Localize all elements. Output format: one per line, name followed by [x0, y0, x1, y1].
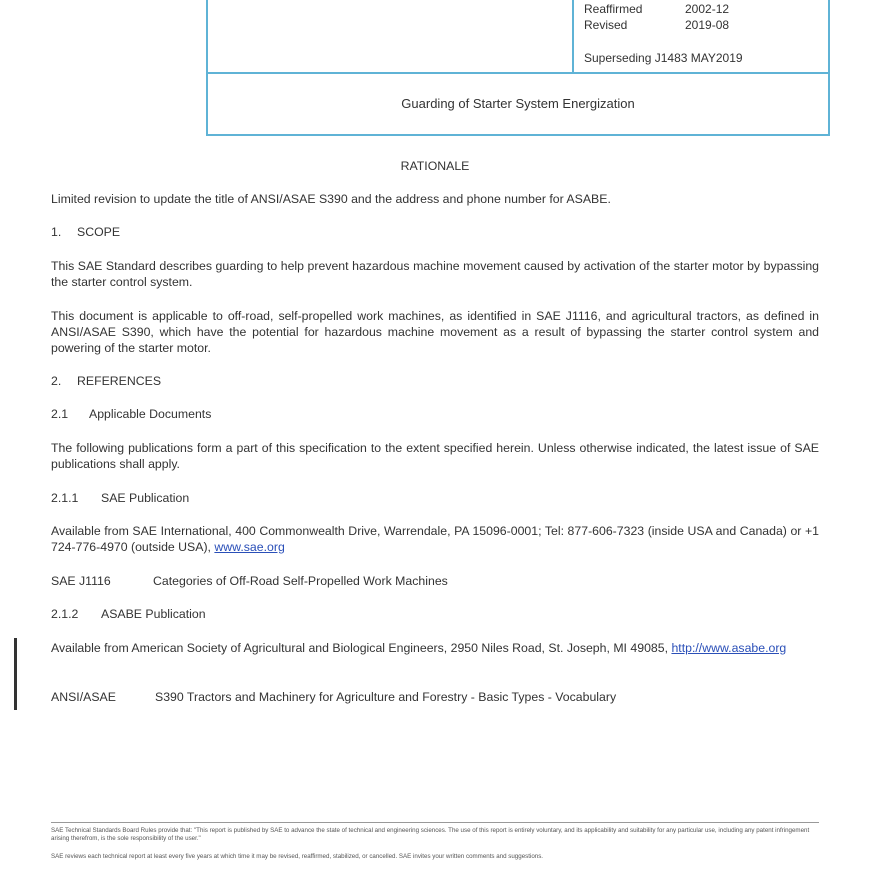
revised-date: 2019-08 — [685, 18, 730, 32]
document-title: Guarding of Starter System Energization — [401, 96, 635, 111]
applicable-heading-label: Applicable Documents — [89, 407, 212, 421]
superseding-note: Superseding J1483 MAY2019 — [584, 51, 743, 65]
asabe-address: Available from American Society of Agricultural and Biological Engineers, 2950 Niles Road, St. Joseph, MI 49085, — [51, 641, 669, 655]
references-heading-label: REFERENCES — [77, 374, 162, 388]
header-divider — [572, 0, 574, 74]
sae-availability-text — [51, 523, 819, 555]
footer-disclaimer-1: SAE Technical Standards Board Rules provide that: "This report is published by SAE to advance the state of technical and engineering sciences. The use of this report is entirely voluntary, and its applicability and suitability for any particular use, including any patent infringement arising therefrom, is the sole responsibility of the user." — [51, 827, 810, 842]
applicable-documents-text: The following publications form a part of this specification to the extent specified herein. Unless otherwise indicated, the latest issue of SAE publications shall apply. — [51, 441, 819, 471]
sae-publication-heading — [51, 490, 189, 506]
rationale-heading: RATIONALE — [400, 159, 470, 173]
reaffirmed-date: 2002-12 — [685, 2, 730, 16]
asabe-doc-title: S390 Tractors and Machinery for Agriculture and Forestry - Basic Types - Vocabulary — [155, 690, 617, 704]
scope-heading-label: SCOPE — [77, 225, 121, 239]
sae-address: Available from SAE International, 400 Commonwealth Drive, Warrendale, PA 15096-0001; Tel: 877-606-7323 (inside USA and Canada) or +1 724-776-4970 (outside USA), — [51, 524, 819, 554]
applicable-number: 2.1 — [51, 407, 69, 421]
asabe-website-link[interactable]: http://www.asabe.org — [671, 641, 787, 655]
asabe-publication-number: 2.1.2 — [51, 607, 79, 621]
applicable-documents-heading — [51, 406, 211, 422]
references-number: 2. — [51, 374, 62, 388]
scope-number: 1. — [51, 225, 62, 239]
asabe-reference-entry — [51, 689, 616, 705]
sae-website-link[interactable]: www.sae.org — [214, 540, 285, 554]
asabe-availability-text — [51, 640, 819, 656]
asabe-doc-id: ANSI/ASAE — [51, 690, 116, 704]
document-header — [206, 0, 830, 136]
asabe-publication-heading — [51, 606, 206, 622]
reaffirmed-label: Reaffirmed — [584, 2, 643, 16]
sae-doc-title: Categories of Off-Road Self-Propelled Work Machines — [153, 574, 448, 588]
footer-rule — [51, 822, 819, 823]
sae-publication-number: 2.1.1 — [51, 491, 79, 505]
references-heading — [51, 373, 161, 389]
scope-paragraph-2: This document is applicable to off-road, self-propelled work machines, as identified in SAE J1116, and agricultural tractors, as defined in ANSI/ASAE S390, which have the potential for hazardous machine movement as a result of bypassing the starter control system and powering of the starter motor. — [51, 309, 819, 355]
rationale-text: Limited revision to update the title of ANSI/ASAE S390 and the address and phone number for ASABE. — [51, 192, 611, 206]
scope-paragraph-1: This SAE Standard describes guarding to help prevent hazardous machine movement caused by activation of the starter motor by bypassing the starter control system. — [51, 259, 819, 289]
sae-reference-entry — [51, 573, 448, 589]
scope-heading — [51, 224, 120, 240]
asabe-publication-label: ASABE Publication — [101, 607, 206, 621]
sae-doc-id: SAE J1116 — [51, 574, 111, 588]
footer-disclaimer-2: SAE reviews each technical report at least every five years at which time it may be revised, reaffirmed, stabilized, or cancelled. SAE invites your written comments and suggestions. — [51, 853, 544, 860]
revised-label: Revised — [584, 18, 628, 32]
revision-change-bar — [14, 638, 17, 710]
sae-publication-label: SAE Publication — [101, 491, 190, 505]
